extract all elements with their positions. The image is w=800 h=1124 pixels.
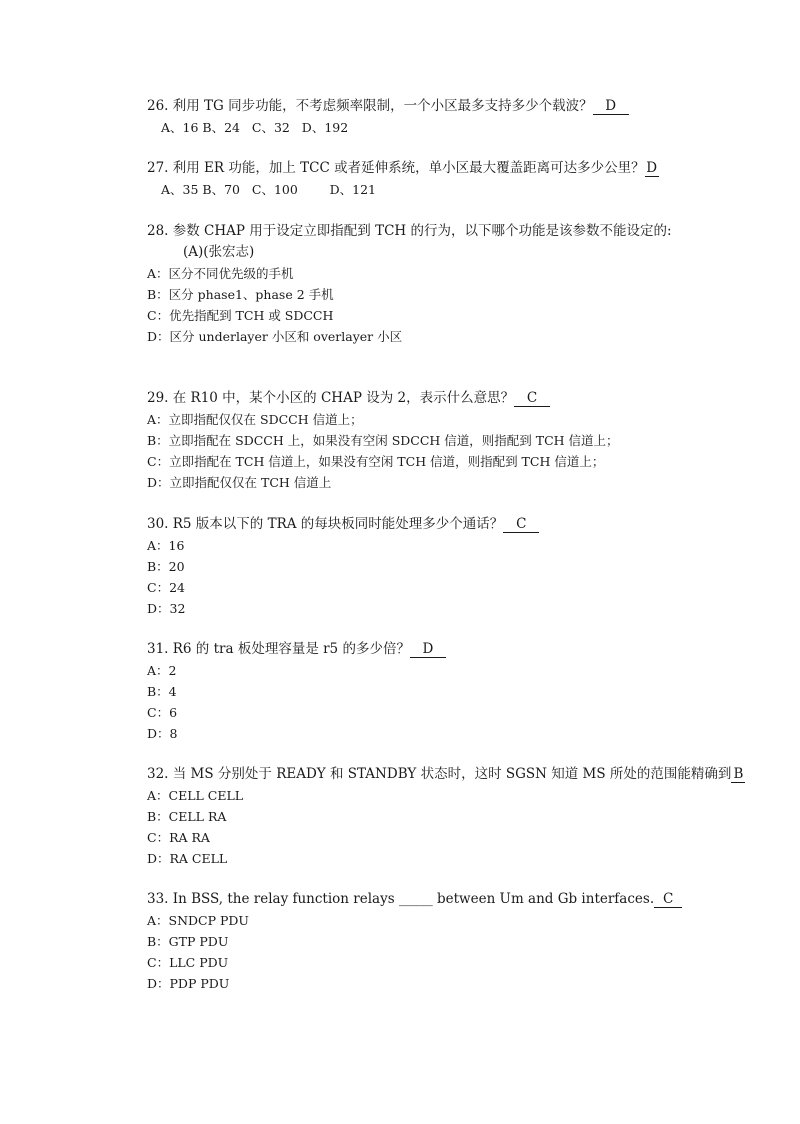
- option-c: C：6: [147, 705, 178, 720]
- option-d: D：PDP PDU: [147, 976, 230, 991]
- question-28: [147, 221, 747, 347]
- answer-blank: D: [410, 642, 446, 658]
- answer-blank: C: [514, 391, 550, 407]
- answer-blank: D: [593, 99, 629, 115]
- question-stem: [147, 388, 747, 409]
- answer-blank: C: [654, 892, 682, 908]
- question-text: 29. 在 R10 中，某个小区的 CHAP 设为 2，表示什么意思？: [147, 390, 515, 406]
- option-c: C：优先指配到 TCH 或 SDCCH: [147, 308, 334, 323]
- option-a: A：SNDCP PDU: [147, 913, 249, 928]
- option-b: B：20: [147, 559, 185, 574]
- option-d: D：RA CELL: [147, 851, 228, 866]
- question-33: [147, 889, 747, 994]
- question-stem: [147, 764, 747, 785]
- option-c: C：RA RA: [147, 830, 210, 845]
- question-stem: [147, 889, 747, 910]
- option-b: B：4: [147, 684, 177, 699]
- question-31: [147, 639, 747, 744]
- option-d: D：立即指配仅仅在 TCH 信道上: [147, 475, 332, 490]
- question-26: [147, 96, 747, 138]
- option-a: A：立即指配仅仅在 SDCCH 信道上；: [147, 412, 363, 427]
- question-text: 33. In BSS, the relay function relays _____ between Um and Gb interfaces.: [147, 891, 655, 907]
- option-a: A：区分不同优先级的手机: [147, 266, 294, 281]
- question-29: [147, 388, 747, 493]
- question-text: 30. R5 版本以下的 TRA 的每块板同时能处理多少个通话？: [147, 516, 504, 532]
- question-text: 31. R6 的 tra 板处理容量是 r5 的多少倍？: [147, 641, 410, 657]
- option-c: C：立即指配在 TCH 信道上，如果没有空闲 TCH 信道，则指配到 TCH 信道上；: [147, 454, 605, 469]
- options-line: A、35 B、70 C、100 D、121: [161, 182, 377, 197]
- question-stem-continued: (A)(张宏志): [183, 244, 255, 260]
- question-stem: 28. 参数 CHAP 用于设定立即指配到 TCH 的行为，以下哪个功能是该参数不能设定的:: [147, 223, 672, 239]
- question-stem: [147, 514, 747, 535]
- question-27: [147, 158, 747, 200]
- answer-blank: C: [503, 517, 539, 533]
- question-32: [147, 764, 747, 869]
- answer-blank: D: [646, 160, 658, 176]
- option-d: D：区分 underlayer 小区和 overlayer 小区: [147, 329, 403, 344]
- option-b: B：CELL RA: [147, 809, 227, 824]
- question-text: 27. 利用 ER 功能，加上 TCC 或者延伸系统，单小区最大覆盖距离可达多少公里？: [147, 160, 645, 176]
- option-d: D：32: [147, 601, 186, 616]
- question-text: 26. 利用 TG 同步功能，不考虑频率限制，一个小区最多支持多少个载波？: [147, 98, 593, 114]
- option-c: C：24: [147, 580, 185, 595]
- option-a: A：2: [147, 663, 177, 678]
- question-30: [147, 514, 747, 619]
- option-b: B：区分 phase1、phase 2 手机: [147, 287, 334, 302]
- option-c: C：LLC PDU: [147, 955, 229, 970]
- option-b: B：GTP PDU: [147, 934, 229, 949]
- option-d: D：8: [147, 726, 178, 741]
- question-stem: [147, 639, 747, 660]
- option-a: A：16: [147, 538, 185, 553]
- question-text: 32. 当 MS 分别处于 READY 和 STANDBY 状态时，这时 SGSN 知道 MS 所处的范围能精确到: [147, 766, 732, 782]
- question-stem: [147, 158, 747, 179]
- options-line: A、16 B、24 C、32 D、192: [161, 120, 349, 135]
- question-stem: [147, 96, 747, 117]
- option-a: A：CELL CELL: [147, 788, 244, 803]
- answer-blank: B: [731, 767, 745, 783]
- option-b: B：立即指配在 SDCCH 上，如果没有空闲 SDCCH 信道，则指配到 TCH 信道上；: [147, 433, 619, 448]
